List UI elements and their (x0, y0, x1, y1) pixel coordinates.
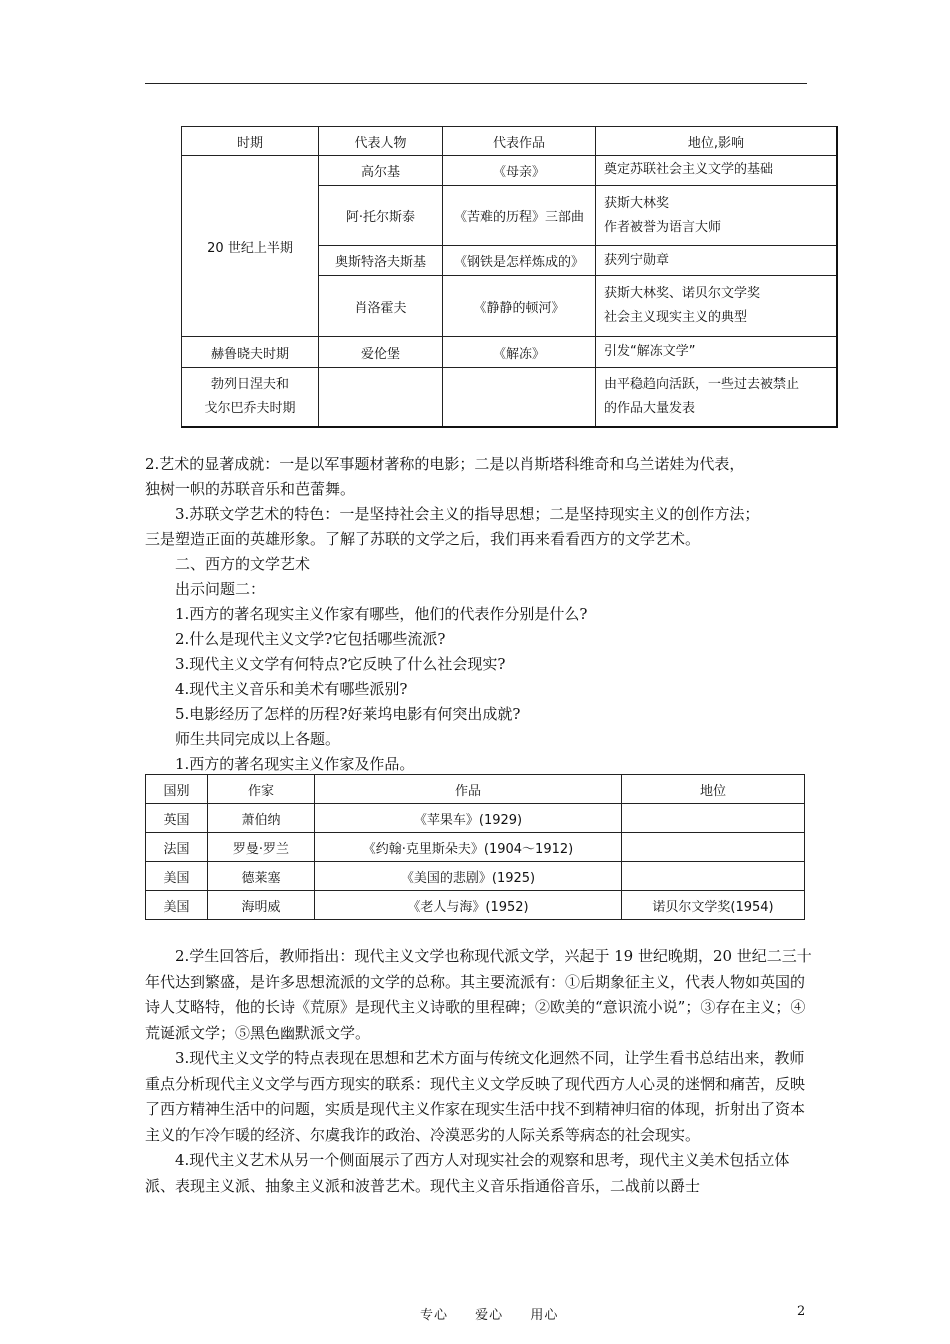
status-cell: 获列宁勋章 (596, 246, 838, 276)
writer-cell: 德莱塞 (208, 862, 315, 891)
person-cell: 奥斯特洛夫斯基 (319, 246, 443, 276)
person-cell: 高尔基 (319, 156, 443, 186)
period-line: 戈尔巴乔夫时期 (204, 401, 296, 416)
person-cell (319, 368, 443, 428)
period-cell (182, 368, 319, 428)
paragraph: 3.现代主义文学的特点表现在思想和艺术方面与传统文化迥然不同，让学生看书总结出来，教师重点分析现代主义文学与西方现实的联系：现代主义文学反映了现代西方人心灵的迷惘和痛苦，反映了西方精神生活中的问题，实质是现代主义作家在现实生活中找不到精神归宿的体现，折射出了资本主义的乍冷乍暖的经济、尔虞我诈的政治、冷漠恶劣的人际关系等病态的社会现实。 (145, 1049, 806, 1144)
status-cell (622, 862, 805, 891)
work-cell: 《母亲》 (443, 156, 596, 186)
question-item: 5.电影经历了怎样的历程?好莱坞电影有何突出成就? (175, 705, 521, 723)
status-line: 作者被誉为语言大师 (604, 219, 722, 235)
work-cell: 《苦难的历程》三部曲 (443, 185, 596, 246)
paragraph: 4.现代主义艺术从另一个侧面展示了西方人对现实社会的观察和思考，现代主义美术包括立体派、表现主义派、抽象主义派和波普艺术。现代主义音乐指通俗音乐，二战前以爵士 (145, 1151, 790, 1195)
table-row (146, 833, 805, 862)
question-item: 1.西方的著名现实主义作家有哪些，他们的代表作分别是什么? (175, 605, 588, 623)
paragraph: 独树一帜的苏联音乐和芭蕾舞。 (145, 480, 356, 498)
paragraph: 2.艺术的显著成就：一是以军事题材著称的电影；二是以肖斯塔科维奇和乌兰诺娃为代表， (145, 455, 745, 473)
section-heading: 二、西方的文学艺术 (175, 555, 311, 573)
col-header: 时期 (182, 127, 319, 156)
period-line: 勃列日涅夫和 (210, 377, 289, 392)
question-item: 4.现代主义音乐和美术有哪些派别? (175, 680, 408, 698)
writer-cell: 罗曼·罗兰 (208, 833, 315, 862)
table-row (146, 891, 805, 920)
question-item: 3.现代主义文学有何特点?它反映了什么社会现实? (175, 655, 506, 673)
table-header-row (146, 775, 805, 804)
paragraph: 师生共同完成以上各题。 (175, 730, 341, 748)
work-cell: 《苹果车》(1929) (315, 804, 622, 833)
header-rule (145, 83, 807, 84)
person-cell: 阿·托尔斯泰 (319, 185, 443, 246)
paragraph: 2.学生回答后，教师指出：现代主义文学也称现代派文学，兴起于 19 世纪晚期，20 世纪二三十年代达到繁盛，是许多思想流派的文学的总称。其主要流派有：①后期象征主义，代表人物如英国的诗人艾略特，他的长诗《荒原》是现代主义诗歌的里程碑；②欧美的“意识流小说”；③存在主义；④荒诞派文学；⑤黑色幽默派文学。 (145, 947, 812, 1042)
paragraph: 1.西方的著名现实主义作家及作品。 (175, 755, 415, 773)
writer-cell: 萧伯纳 (208, 804, 315, 833)
status-line: 的作品大量发表 (604, 401, 696, 416)
col-header: 代表作品 (443, 127, 596, 156)
person-cell: 肖洛霍夫 (319, 276, 443, 337)
paragraph: 三是塑造正面的英雄形象。了解了苏联的文学之后，我们再来看看西方的文学艺术。 (145, 530, 701, 548)
status-line: 由平稳趋向活跃，一些过去被禁止 (604, 377, 800, 392)
work-cell (443, 368, 596, 428)
status-cell (622, 833, 805, 862)
footer-word: 爱心 (475, 1308, 504, 1323)
col-header: 作家 (208, 775, 315, 804)
col-header: 国别 (146, 775, 208, 804)
western-writers-table (145, 774, 805, 920)
table-row (182, 156, 838, 186)
status-cell (622, 804, 805, 833)
country-cell: 法国 (146, 833, 208, 862)
table-header-row (182, 127, 838, 156)
status-cell: 诺贝尔文学奖(1954) (622, 891, 805, 920)
work-cell: 《美国的悲剧》(1925) (315, 862, 622, 891)
col-header: 作品 (315, 775, 622, 804)
work-cell: 《老人与海》(1952) (315, 891, 622, 920)
paragraph: 3.苏联文学艺术的特色：一是坚持社会主义的指导思想；二是坚持现实主义的创作方法； (175, 505, 760, 523)
soviet-literature-table (181, 126, 838, 428)
col-header: 地位 (622, 775, 805, 804)
col-header: 代表人物 (319, 127, 443, 156)
period-cell: 20 世纪上半期 (182, 156, 319, 337)
footer-word: 用心 (530, 1308, 559, 1323)
footer-word: 专心 (420, 1308, 449, 1323)
status-cell: 奠定苏联社会主义文学的基础 (596, 156, 838, 186)
footer-motto (420, 1304, 580, 1323)
work-cell: 《解冻》 (443, 337, 596, 368)
person-cell: 爱伦堡 (319, 337, 443, 368)
country-cell: 美国 (146, 862, 208, 891)
question-item: 2.什么是现代主义文学?它包括哪些流派? (175, 630, 446, 648)
work-cell: 《静静的顿河》 (443, 276, 596, 337)
work-cell: 《钢铁是怎样炼成的》 (443, 246, 596, 276)
body-text-section-2 (145, 944, 813, 1199)
country-cell: 美国 (146, 891, 208, 920)
period-cell: 赫鲁晓夫时期 (182, 337, 319, 368)
status-cell: 引发“解冻文学” (596, 337, 838, 368)
work-cell: 《约翰·克里斯朵夫》(1904～1912) (315, 833, 622, 862)
table-row (182, 368, 838, 428)
writer-cell: 海明威 (208, 891, 315, 920)
body-text-section-1 (145, 452, 813, 777)
table-row (182, 337, 838, 368)
status-cell (596, 368, 838, 428)
country-cell: 英国 (146, 804, 208, 833)
page-number: 2 (797, 1304, 806, 1319)
status-line: 获斯大林奖 (604, 195, 670, 211)
status-line: 社会主义现实主义的典型 (604, 310, 748, 326)
paragraph: 出示问题二： (175, 580, 266, 598)
status-cell (596, 185, 838, 246)
table-row (146, 862, 805, 891)
col-header: 地位,影响 (596, 127, 838, 156)
table-row (146, 804, 805, 833)
status-cell (596, 276, 838, 337)
status-line: 获斯大林奖、诺贝尔文学奖 (604, 286, 761, 302)
